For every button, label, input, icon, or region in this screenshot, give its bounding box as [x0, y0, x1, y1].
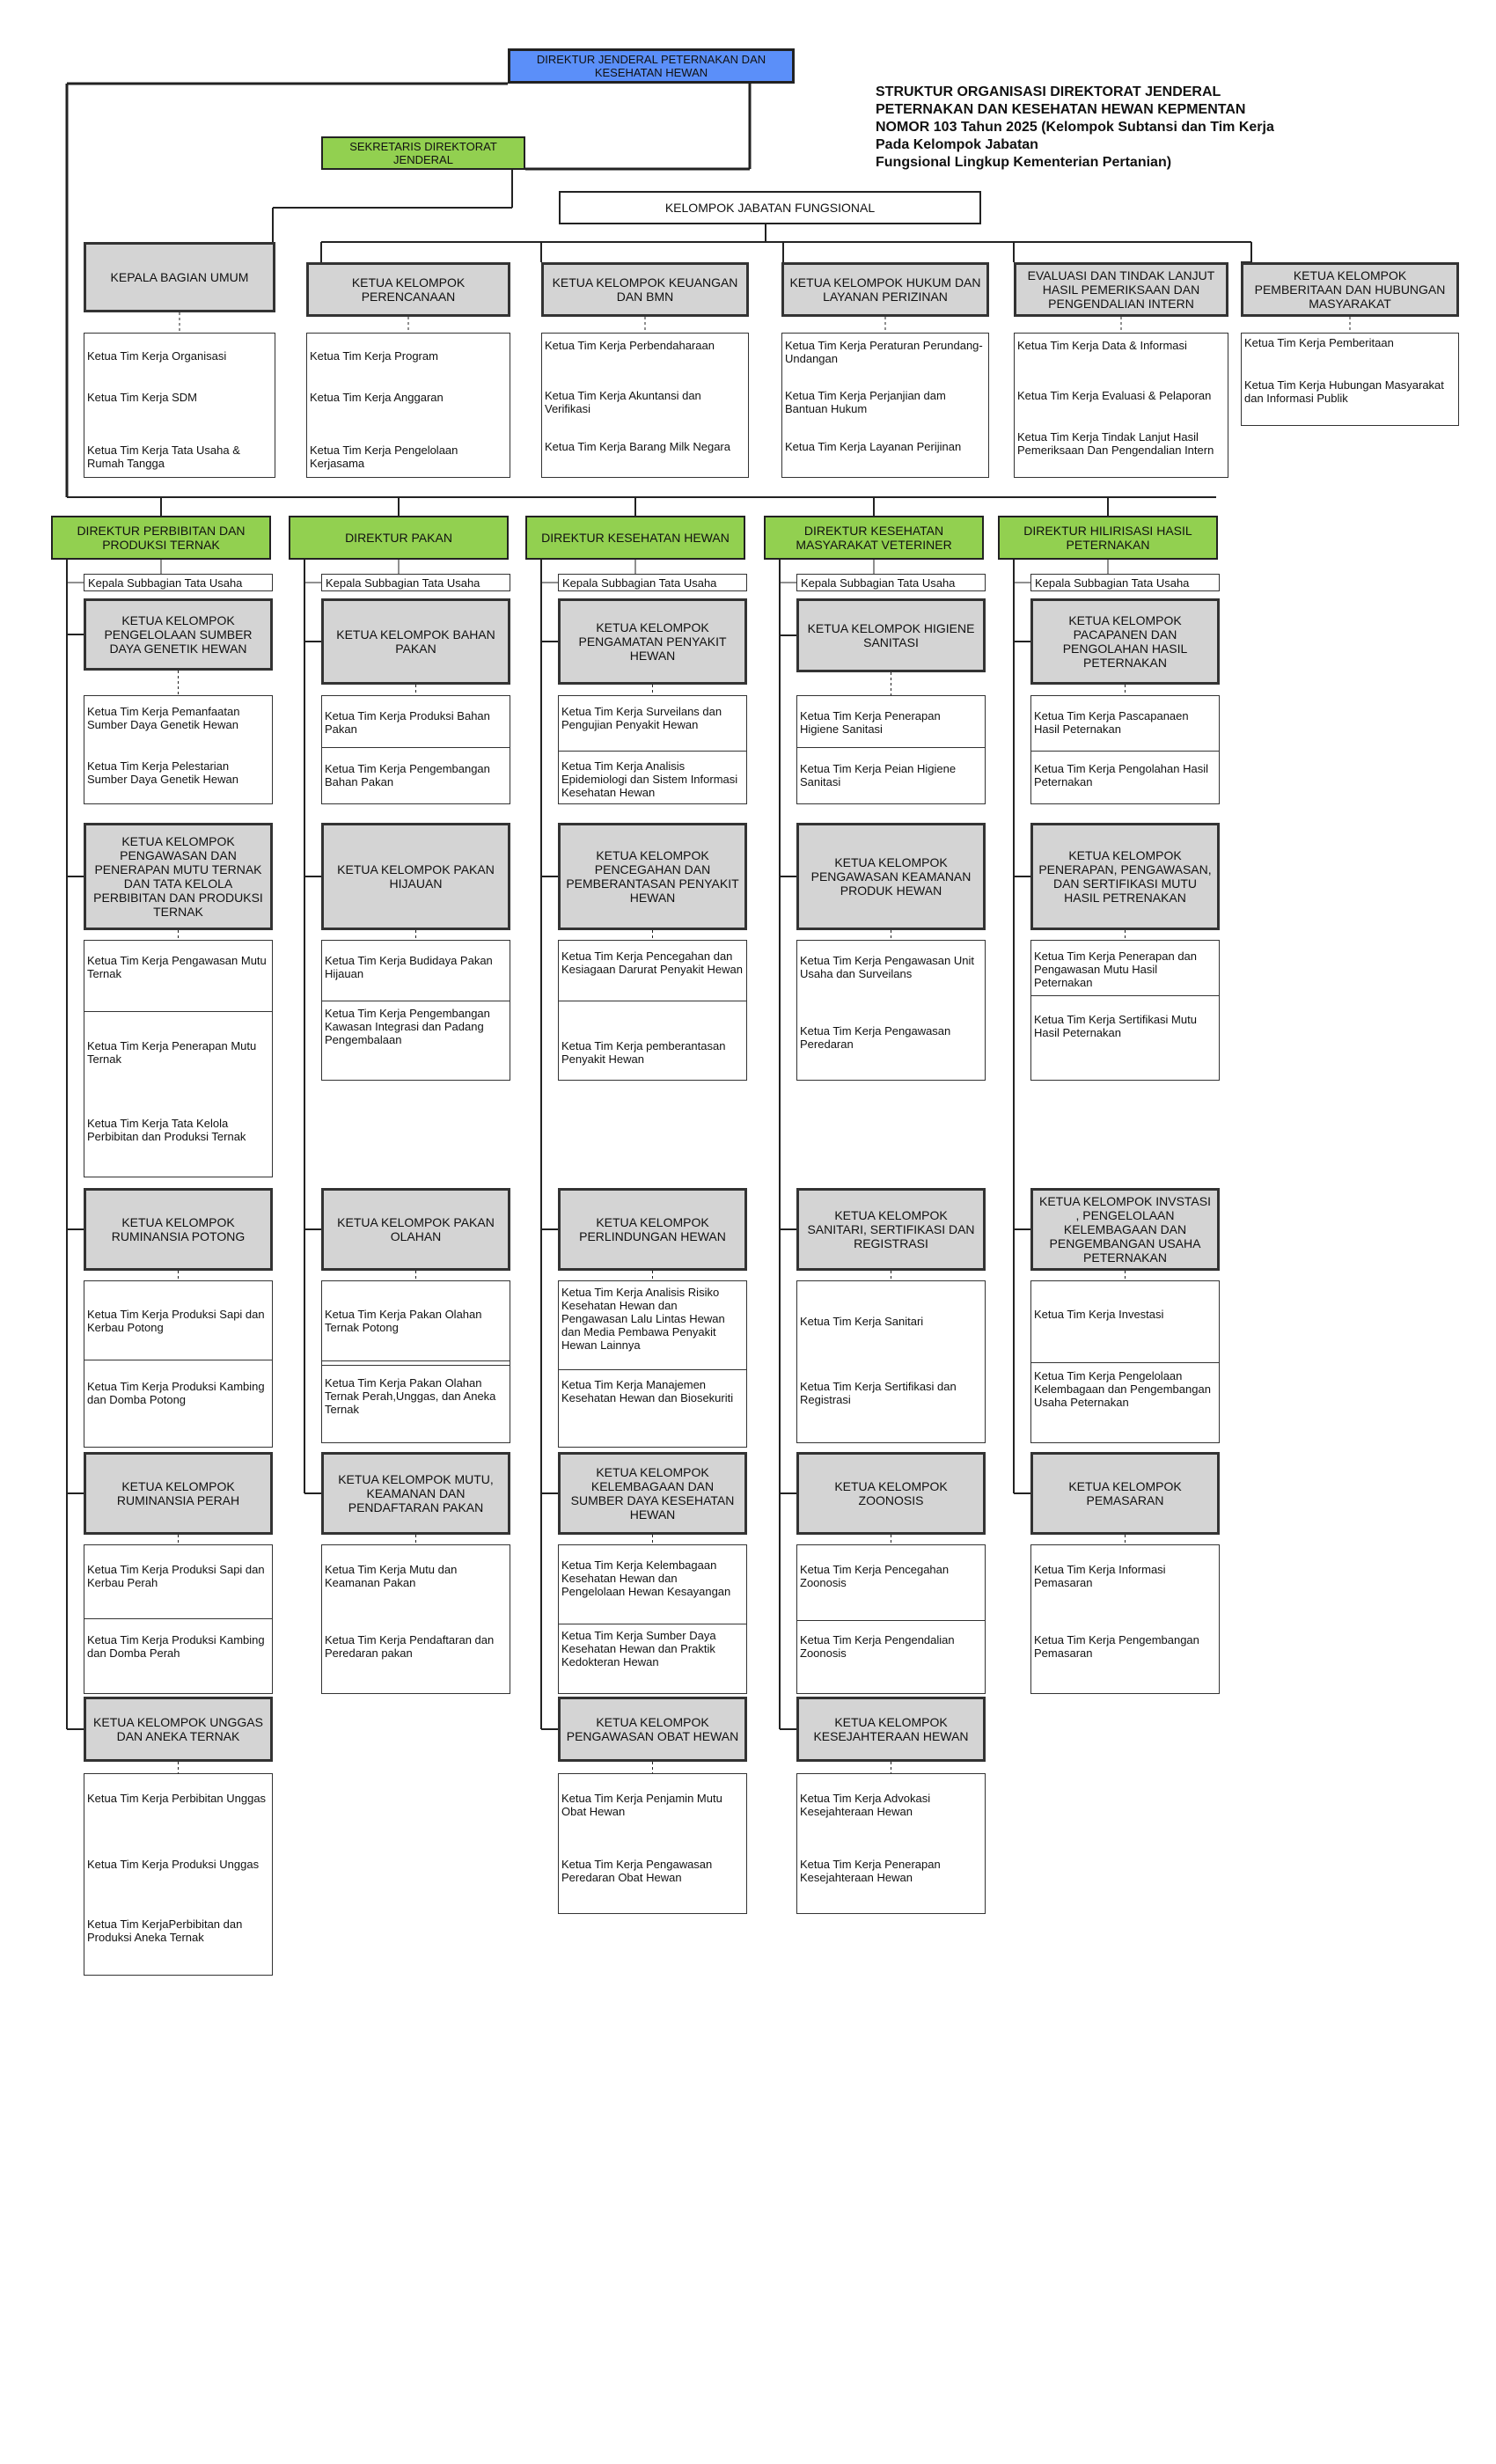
kelompok-head: KETUA KELOMPOK PEMASARAN [1030, 1452, 1220, 1535]
row-divider [322, 1365, 510, 1366]
tim-kerja-item: Ketua Tim Kerja Pengembangan Kawasan Integrasi dan Padang Pengembalaan [325, 1007, 490, 1046]
kelompok-head: KETUA KELOMPOK RUMINANSIA PERAH [84, 1452, 273, 1535]
kelompok-head: KETUA KELOMPOK SANITARI, SERTIFIKASI DAN REGISTRASI [796, 1188, 986, 1271]
tim-kerja-item: Ketua Tim Kerja Perbendaharaan [545, 339, 715, 352]
directorate-1: DIREKTUR PERBIBITAN DAN PRODUKSI TERNAK [51, 516, 271, 560]
tata-usaha-1: Kepala Subbagian Tata Usaha [84, 574, 273, 591]
tim-kerja-item: Ketua Tim Kerja Produksi Kambing dan Domba Perah [87, 1633, 265, 1660]
kelompok-head: KETUA KELOMPOK PACAPANEN DAN PENGOLAHAN HASIL PETERNAKAN [1030, 598, 1220, 685]
tim-kerja-item: Ketua Tim Kerja Penerapan Mutu Ternak [87, 1039, 257, 1066]
row-divider [322, 1360, 510, 1361]
tim-kerja-item: Ketua Tim Kerja Peian Higiene Sanitasi [800, 762, 957, 788]
tim-kerja-list [84, 1544, 273, 1694]
sekretariat-group-1: KEPALA BAGIAN UMUM [84, 242, 275, 312]
tim-kerja-item: Ketua Tim Kerja pemberantasan Penyakit Hewan [561, 1039, 726, 1066]
directorate-4: DIREKTUR KESEHATAN MASYARAKAT VETERINER [764, 516, 984, 560]
tim-kerja-list [321, 695, 510, 804]
tim-kerja-item: Ketua Tim Kerja Produksi Bahan Pakan [325, 709, 490, 736]
tim-kerja-item: Ketua Tim Kerja Informasi Pemasaran [1034, 1563, 1166, 1589]
tim-kerja-item: Ketua Tim Kerja Budidaya Pakan Hijauan [325, 954, 493, 980]
tim-kerja-item: Ketua Tim Kerja Penerapan Higiene Sanitasi [800, 709, 941, 736]
kelompok-head: KETUA KELOMPOK PENGELOLAAN SUMBER DAYA GENETIK HEWAN [84, 598, 273, 671]
kelompok-head: KETUA KELOMPOK PENGAWASAN DAN PENERAPAN MUTU TERNAK DAN TATA KELOLA PERBIBITAN DAN PRODUKSI TERNAK [84, 823, 273, 930]
tim-kerja-item: Ketua Tim Kerja Anggaran [310, 391, 444, 404]
directorate-3: DIREKTUR KESEHATAN HEWAN [525, 516, 745, 560]
kelompok-head: KETUA KELOMPOK KESEJAHTERAAN HEWAN [796, 1697, 986, 1762]
tim-kerja-item: Ketua Tim Kerja SDM [87, 391, 197, 404]
tim-kerja-item: Ketua Tim Kerja Pengawasan Peredaran Obat Hewan [561, 1858, 713, 1884]
fungsional-box: KELOMPOK JABATAN FUNGSIONAL [559, 191, 981, 224]
tim-kerja-item: Ketua Tim Kerja Pendaftaran dan Peredaran pakan [325, 1633, 495, 1660]
kelompok-head: KETUA KELOMPOK PERLINDUNGAN HEWAN [558, 1188, 747, 1271]
tim-kerja-item: Ketua Tim Kerja Sumber Daya Kesehatan Hewan dan Praktik Kedokteran Hewan [561, 1629, 716, 1668]
row-divider [322, 747, 510, 748]
tim-kerja-list [84, 1280, 273, 1448]
sekretariat-group-2: KETUA KELOMPOK PERENCANAAN [306, 262, 510, 317]
tim-kerja-list [1030, 940, 1220, 1081]
tim-kerja-list [1030, 695, 1220, 804]
tim-kerja-item: Ketua Tim Kerja Sanitari [800, 1315, 924, 1328]
kelompok-head: KETUA KELOMPOK PENGAMATAN PENYAKIT HEWAN [558, 598, 747, 685]
tim-kerja-item: Ketua Tim Kerja Produksi Sapi dan Kerbau Perah [87, 1563, 265, 1589]
tata-usaha-3: Kepala Subbagian Tata Usaha [558, 574, 747, 591]
tim-kerja-item: Ketua Tim Kerja Tindak Lanjut Hasil Pemeriksaan Dan Pengendalian Intern [1017, 430, 1214, 457]
tim-kerja-item: Ketua Tim Kerja Pakan Olahan Ternak Potong [325, 1308, 482, 1334]
tim-kerja-item: Ketua Tim Kerja Pengawasan Mutu Ternak [87, 954, 267, 980]
tim-kerja-item: Ketua Tim Kerja Layanan Perijinan [785, 440, 962, 453]
sekretariat-group-6: KETUA KELOMPOK PEMBERITAAN DAN HUBUNGAN MASYARAKAT [1241, 262, 1459, 317]
tim-kerja-item: Ketua Tim Kerja Penjamin Mutu Obat Hewan [561, 1792, 722, 1818]
tim-kerja-item: Ketua Tim Kerja Analisis Epidemiologi dan Sistem Informasi Kesehatan Hewan [561, 759, 738, 799]
tim-kerja-item: Ketua Tim Kerja Akuntansi dan Verifikasi [545, 389, 701, 415]
tim-kerja-item: Ketua Tim Kerja Pengelolaan Kerjasama [310, 444, 458, 470]
tim-kerja-item: Ketua Tim Kerja Tata Usaha & Rumah Tangga [87, 444, 240, 470]
tim-kerja-item: Ketua Tim Kerja Mutu dan Keamanan Pakan [325, 1563, 458, 1589]
kelompok-head: KETUA KELOMPOK PAKAN HIJAUAN [321, 823, 510, 930]
tim-kerja-item: Ketua Tim Kerja Pascapanaen Hasil Peternakan [1034, 709, 1189, 736]
directorate-2: DIREKTUR PAKAN [289, 516, 509, 560]
tim-kerja-item: Ketua Tim Kerja Manajemen Kesehatan Hewan dan Biosekuriti [561, 1378, 734, 1404]
tim-kerja-list [84, 1773, 273, 1976]
tim-kerja-item: Ketua Tim Kerja Pengelolaan Kelembagaan dan Pengembangan Usaha Peternakan [1034, 1369, 1211, 1409]
tim-kerja-list [558, 1773, 747, 1914]
kelompok-head: KETUA KELOMPOK PENERAPAN, PENGAWASAN, DAN SERTIFIKASI MUTU HASIL PETRENAKAN [1030, 823, 1220, 930]
sekretariat-list-4 [781, 333, 989, 478]
dirjen-box: DIREKTUR JENDERAL PETERNAKAN DAN KESEHATAN HEWAN [508, 48, 795, 84]
tata-usaha-5: Kepala Subbagian Tata Usaha [1030, 574, 1220, 591]
tim-kerja-list [1030, 1544, 1220, 1694]
sekretariat-list-2 [306, 333, 510, 478]
directorate-5: DIREKTUR HILIRISASI HASIL PETERNAKAN [998, 516, 1218, 560]
tim-kerja-item: Ketua Tim Kerja Sertifikasi dan Registrasi [800, 1380, 957, 1406]
kelompok-head: KETUA KELOMPOK PAKAN OLAHAN [321, 1188, 510, 1271]
tim-kerja-item: Ketua Tim Kerja Surveilans dan Pengujian Penyakit Hewan [561, 705, 722, 731]
document-title: STRUKTUR ORGANISASI DIREKTORAT JENDERAL PETERNAKAN DAN KESEHATAN HEWAN KEPMENTAN NOMOR 103 Tahun 2025 (Kelompok Subtansi dan Tim Kerja Pada Kelompok Jabatan Fungsional Lingkup Kementerian Pertanian) [876, 84, 1274, 170]
tim-kerja-item: Ketua Tim Kerja Pengolahan Hasil Peternakan [1034, 762, 1209, 788]
kelompok-head: KETUA KELOMPOK PENGAWASAN OBAT HEWAN [558, 1697, 747, 1762]
tim-kerja-list [796, 1773, 986, 1914]
tim-kerja-item: Ketua Tim Kerja Organisasi [87, 349, 227, 363]
tim-kerja-item: Ketua Tim Kerja Produksi Sapi dan Kerbau Potong [87, 1308, 265, 1334]
row-divider [797, 1620, 985, 1621]
row-divider [1031, 995, 1219, 996]
row-divider [559, 1369, 746, 1370]
tim-kerja-item: Ketua Tim Kerja Produksi Kambing dan Domba Potong [87, 1380, 265, 1406]
row-divider [84, 1011, 272, 1012]
tim-kerja-item: Ketua Tim Kerja Investasi [1034, 1308, 1164, 1321]
tata-usaha-2: Kepala Subbagian Tata Usaha [321, 574, 510, 591]
tim-kerja-item: Ketua Tim Kerja Perbibitan Unggas [87, 1792, 267, 1805]
sekretariat-list-6 [1241, 333, 1459, 426]
tim-kerja-item: Ketua Tim Kerja Hubungan Masyarakat dan Informasi Publik [1244, 378, 1444, 405]
tim-kerja-item: Ketua Tim Kerja Analisis Risiko Kesehatan Hewan dan Pengawasan Lalu Lintas Hewan dan Media Pembawa Penyakit Hewan Lainnya [561, 1286, 725, 1352]
kelompok-head: KETUA KELOMPOK KELEMBAGAAN DAN SUMBER DAYA KESEHATAN HEWAN [558, 1452, 747, 1535]
tim-kerja-list [796, 695, 986, 804]
sekretariat-group-4: KETUA KELOMPOK HUKUM DAN LAYANAN PERIZINAN [781, 262, 989, 317]
tim-kerja-list [1030, 1280, 1220, 1443]
tim-kerja-list [321, 1544, 510, 1694]
tim-kerja-item: Ketua Tim Kerja Perjanjian dam Bantuan Hukum [785, 389, 946, 415]
tim-kerja-item: Ketua Tim Kerja Data & Informasi [1017, 339, 1187, 352]
kelompok-head: KETUA KELOMPOK ZOONOSIS [796, 1452, 986, 1535]
sekretariat-list-1 [84, 333, 275, 478]
tim-kerja-item: Ketua Tim Kerja Kelembagaan Kesehatan Hewan dan Pengelolaan Hewan Kesayangan [561, 1558, 731, 1598]
tim-kerja-item: Ketua Tim Kerja Sertifikasi Mutu Hasil Peternakan [1034, 1013, 1197, 1039]
kelompok-head: KETUA KELOMPOK RUMINANSIA POTONG [84, 1188, 273, 1271]
sekretariat-list-5 [1014, 333, 1228, 478]
kelompok-head: KETUA KELOMPOK MUTU, KEAMANAN DAN PENDAFTARAN PAKAN [321, 1452, 510, 1535]
tim-kerja-item: Ketua Tim Kerja Barang Milk Negara [545, 440, 730, 453]
tim-kerja-list [796, 1544, 986, 1694]
kelompok-head: KETUA KELOMPOK PENGAWASAN KEAMANAN PRODUK HEWAN [796, 823, 986, 930]
tim-kerja-list [321, 940, 510, 1081]
tim-kerja-list [558, 1280, 747, 1448]
tim-kerja-item: Ketua Tim Kerja Peraturan Perundang-Undangan [785, 339, 983, 365]
sekretariat-list-3 [541, 333, 749, 478]
tim-kerja-item: Ketua Tim Kerja Pengembangan Pemasaran [1034, 1633, 1199, 1660]
tim-kerja-item: Ketua Tim Kerja Pencegahan Zoonosis [800, 1563, 950, 1589]
tim-kerja-item: Ketua Tim Kerja Pengembangan Bahan Pakan [325, 762, 490, 788]
sekretaris-box: SEKRETARIS DIREKTORAT JENDERAL [321, 136, 525, 170]
tim-kerja-list [84, 695, 273, 804]
tim-kerja-item: Ketua Tim Kerja Pencegahan dan Kesiagaan Darurat Penyakit Hewan [561, 950, 743, 976]
kelompok-head: KETUA KELOMPOK UNGGAS DAN ANEKA TERNAK [84, 1697, 273, 1762]
tim-kerja-item: Ketua Tim Kerja Program [310, 349, 438, 363]
kelompok-head: KETUA KELOMPOK PENCEGAHAN DAN PEMBERANTASAN PENYAKIT HEWAN [558, 823, 747, 930]
tim-kerja-item: Ketua Tim Kerja Pengawasan Peredaran [800, 1024, 951, 1051]
tim-kerja-item: Ketua Tim Kerja Produksi Unggas [87, 1858, 260, 1871]
tim-kerja-item: Ketua Tim Kerja Pakan Olahan Ternak Perah,Unggas, dan Aneka Ternak [325, 1376, 496, 1416]
tim-kerja-list [321, 1280, 510, 1443]
row-divider [1031, 1362, 1219, 1363]
kelompok-head: KETUA KELOMPOK HIGIENE SANITASI [796, 598, 986, 672]
tim-kerja-item: Ketua Tim Kerja Penerapan dan Pengawasan Mutu Hasil Peternakan [1034, 950, 1198, 989]
tim-kerja-item: Ketua Tim Kerja Pengendalian Zoonosis [800, 1633, 955, 1660]
row-divider [559, 751, 746, 752]
tim-kerja-item: Ketua Tim Kerja Pelestarian Sumber Daya Genetik Hewan [87, 759, 238, 786]
sekretariat-group-5: EVALUASI DAN TINDAK LANJUT HASIL PEMERIKSAAN DAN PENGENDALIAN INTERN [1014, 262, 1228, 317]
tim-kerja-list [796, 1280, 986, 1443]
tim-kerja-item: Ketua Tim Kerja Pengawasan Unit Usaha dan Surveilans [800, 954, 974, 980]
kelompok-head: KETUA KELOMPOK INVSTASI , PENGELOLAAN KELEMBAGAAN DAN PENGEMBANGAN USAHA PETERNAKAN [1030, 1188, 1220, 1271]
row-divider [84, 1618, 272, 1619]
row-divider [797, 747, 985, 748]
tim-kerja-item: Ketua Tim Kerja Advokasi Kesejahteraan Hewan [800, 1792, 931, 1818]
tim-kerja-list [558, 1544, 747, 1694]
tim-kerja-list [558, 695, 747, 804]
tim-kerja-item: Ketua Tim Kerja Pemanfaatan Sumber Daya Genetik Hewan [87, 705, 240, 731]
tim-kerja-item: Ketua Tim Kerja Pemberitaan [1244, 336, 1394, 349]
tim-kerja-list [796, 940, 986, 1081]
tata-usaha-4: Kepala Subbagian Tata Usaha [796, 574, 986, 591]
tim-kerja-list [558, 940, 747, 1081]
sekretariat-group-3: KETUA KELOMPOK KEUANGAN DAN BMN [541, 262, 749, 317]
tim-kerja-list [84, 940, 273, 1177]
row-divider [1031, 751, 1219, 752]
tim-kerja-item: Ketua Tim Kerja Tata Kelola Perbibitan dan Produksi Ternak [87, 1117, 246, 1143]
tim-kerja-item: Ketua Tim KerjaPerbibitan dan Produksi Aneka Ternak [87, 1918, 243, 1944]
tim-kerja-item: Ketua Tim Kerja Penerapan Kesejahteraan Hewan [800, 1858, 941, 1884]
tim-kerja-item: Ketua Tim Kerja Evaluasi & Pelaporan [1017, 389, 1212, 402]
kelompok-head: KETUA KELOMPOK BAHAN PAKAN [321, 598, 510, 685]
